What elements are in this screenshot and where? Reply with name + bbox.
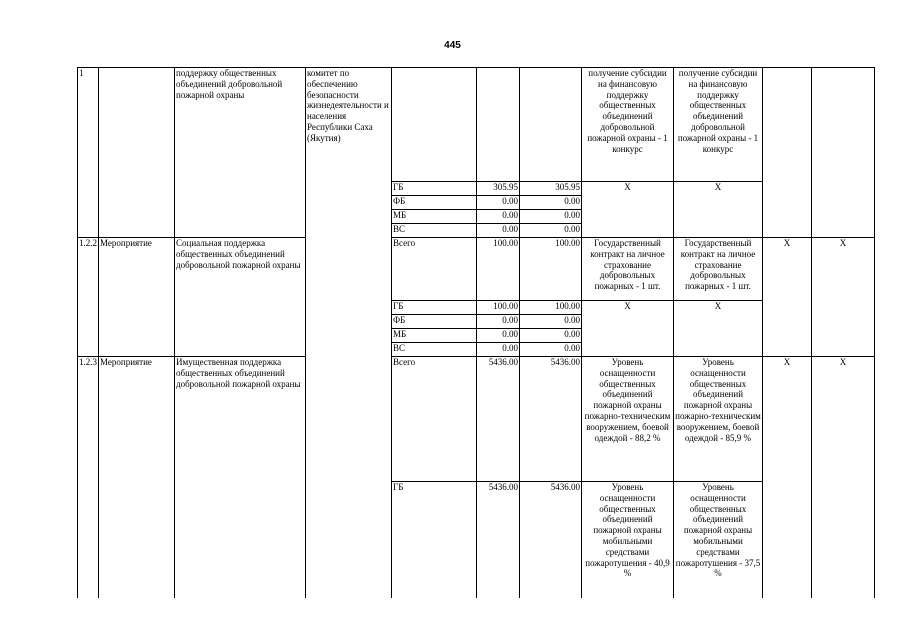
value-plan: 5436.00 [477, 357, 520, 482]
value-fact: 100.00 [520, 238, 582, 301]
source: МБ [392, 329, 477, 343]
value-fact: 5436.00 [520, 482, 582, 598]
x-mark: Х [582, 301, 674, 357]
value-plan: 0.00 [477, 343, 520, 357]
indicator-plan: Уровень оснащенности общественных объединений пожарной охраны мобильными средствами пожаротушения - 40,9 % [582, 482, 674, 598]
source: ГБ [392, 182, 477, 196]
value-plan: 0.00 [477, 210, 520, 224]
activity-description: поддержку общественных объединений добровольной пожарной охраны [175, 68, 306, 238]
row-number: 1.2.3 [78, 357, 99, 598]
x-mark: Х [763, 357, 812, 598]
activity-description: Социальная поддержка общественных объединений добровольной пожарной охраны [175, 238, 306, 357]
table-row [78, 68, 875, 182]
x-mark: Х [812, 357, 875, 598]
value-fact: 305.95 [520, 182, 582, 196]
source: ВС [392, 224, 477, 238]
indicator-plan: Государственный контракт на личное страхование добровольных пожарных - 1 шт. [582, 238, 674, 301]
value-plan: 100.00 [477, 238, 520, 301]
row-type: Мероприятие [99, 357, 175, 598]
indicator-fact: Уровень оснащенности общественных объединений пожарной охраны мобильными средствами пожаротушения - 37,5 % [674, 482, 763, 598]
x-mark: Х [763, 238, 812, 357]
value-plan: 0.00 [477, 329, 520, 343]
x-mark: Х [674, 301, 763, 357]
table-row [78, 238, 875, 301]
source: Всего [392, 357, 477, 482]
executor: комитет по обеспечению безопасности жизнедеятельности и населения Республики Саха (Якутия) [306, 68, 392, 598]
activity-description: Имущественная поддержка общественных объединений добровольной пожарной охраны [175, 357, 306, 598]
x-mark: Х [812, 238, 875, 357]
value-plan: 0.00 [477, 196, 520, 210]
source: ГБ [392, 301, 477, 315]
source: МБ [392, 210, 477, 224]
x-mark: Х [582, 182, 674, 238]
value-plan: 305.95 [477, 182, 520, 196]
value-fact: 0.00 [520, 224, 582, 238]
table-row [78, 357, 875, 482]
program-table [77, 67, 875, 598]
row-number: 1.2.2 [78, 238, 99, 357]
source: ФБ [392, 196, 477, 210]
value-fact: 100.00 [520, 301, 582, 315]
page-number: 445 [444, 40, 461, 51]
value-fact: 0.00 [520, 315, 582, 329]
value-fact: 0.00 [520, 196, 582, 210]
value-plan: 0.00 [477, 315, 520, 329]
value-fact: 0.00 [520, 210, 582, 224]
value-fact: 0.00 [520, 343, 582, 357]
value-fact: 5436.00 [520, 357, 582, 482]
value-plan: 0.00 [477, 224, 520, 238]
source: Всего [392, 238, 477, 301]
value-plan: 5436.00 [477, 482, 520, 598]
source: ФБ [392, 315, 477, 329]
source: ВС [392, 343, 477, 357]
value-fact: 0.00 [520, 329, 582, 343]
value-plan: 100.00 [477, 301, 520, 315]
x-mark: Х [674, 182, 763, 238]
row-type: Мероприятие [99, 238, 175, 357]
indicator-plan: Уровень оснащенности общественных объединений пожарной охраны пожарно-техническим вооружением, боевой одеждой - 88,2 % [582, 357, 674, 482]
indicator-fact: получение субсидии на финансовую поддержку общественных объединений добровольной пожарной охраны - 1 конкурс [674, 68, 763, 182]
indicator-fact: Государственный контракт на личное страхование добровольных пожарных - 1 шт. [674, 238, 763, 301]
source: ГБ [392, 482, 477, 598]
indicator-plan: получение субсидии на финансовую поддержку общественных объединений добровольной пожарной охраны - 1 конкурс [582, 68, 674, 182]
indicator-fact: Уровень оснащенности общественных объединений пожарной охраны пожарно-техническим вооружением, боевой одеждой - 85,9 % [674, 357, 763, 482]
row-number: 1 [78, 68, 99, 238]
